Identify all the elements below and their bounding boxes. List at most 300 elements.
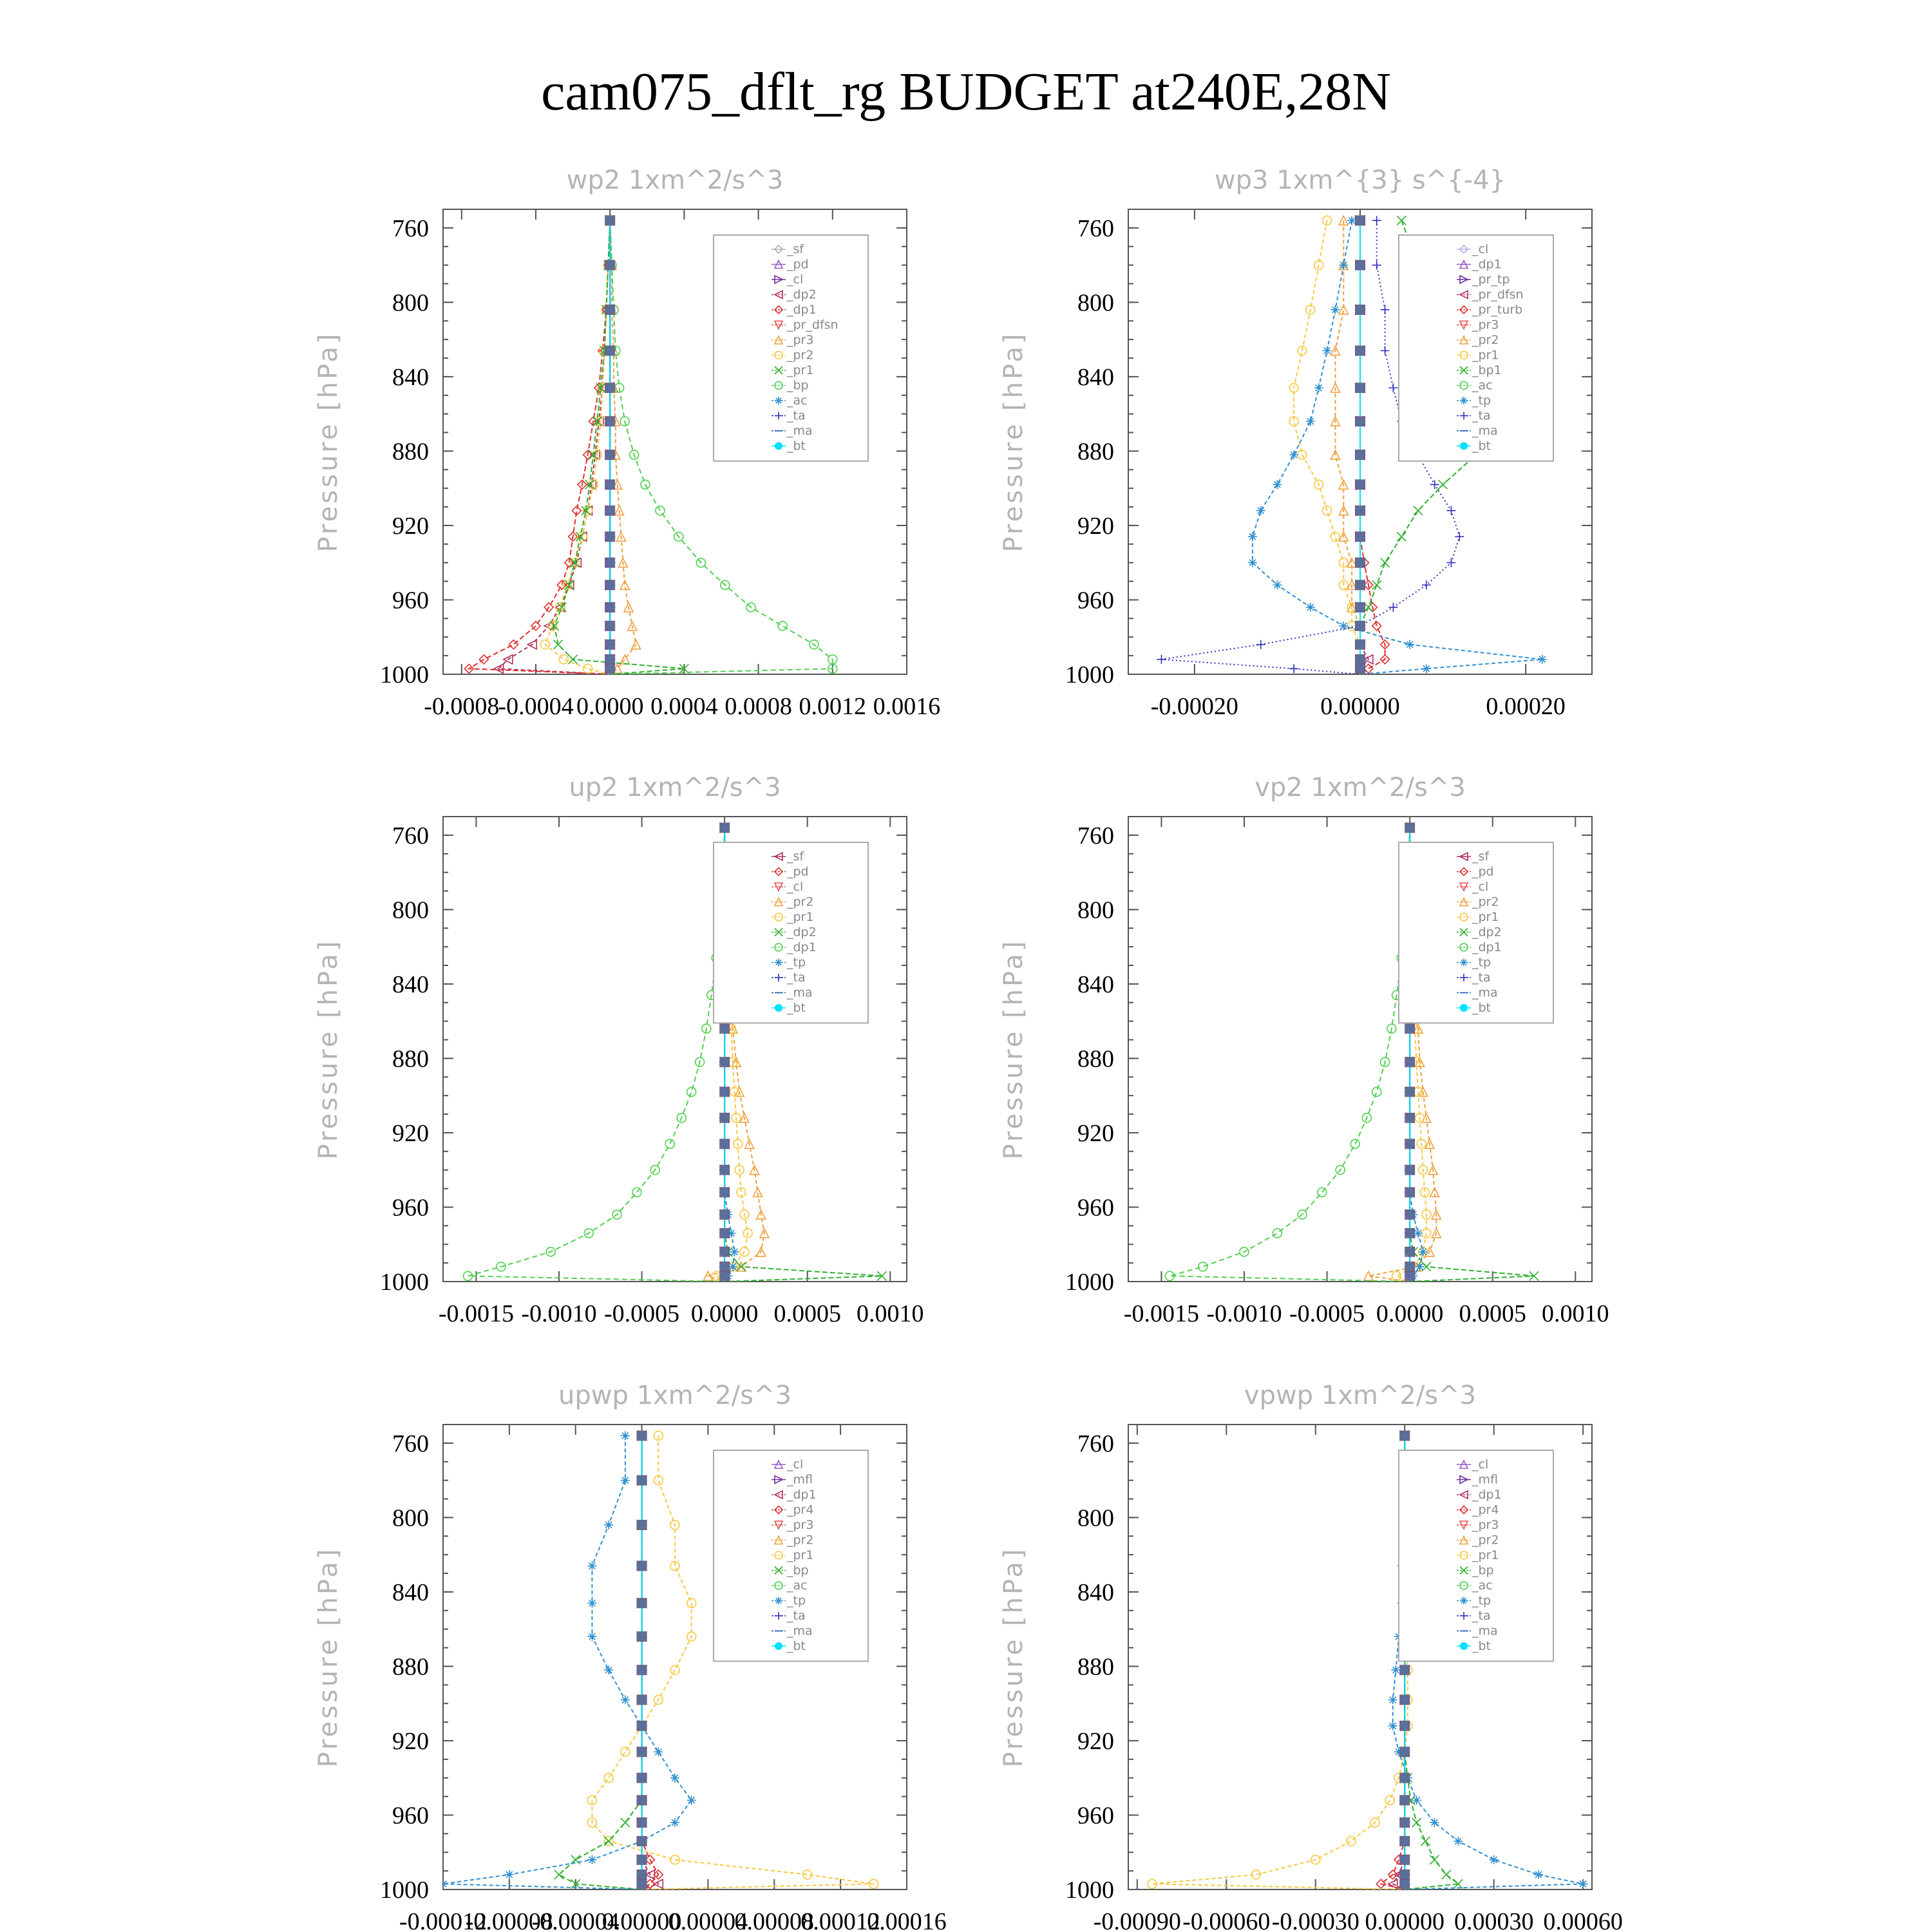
- data-point: [1339, 261, 1348, 270]
- stacked-marker: [719, 1023, 730, 1034]
- legend-label: _ma: [787, 424, 813, 438]
- chart-panel-6: [999, 1381, 1623, 1932]
- data-point: [1323, 346, 1332, 355]
- data-point: [670, 1818, 679, 1827]
- y-tick-label: 840: [1077, 1578, 1114, 1606]
- stacked-marker: [605, 531, 615, 542]
- stacked-marker: [605, 383, 615, 393]
- stacked-marker: [1355, 663, 1365, 674]
- stacked-marker: [1399, 1747, 1410, 1757]
- data-point: [1381, 305, 1390, 314]
- legend-label: _ma: [1472, 985, 1498, 1000]
- stacked-marker: [1355, 580, 1365, 590]
- legend-marker: [1460, 442, 1468, 450]
- data-point: [1198, 1262, 1208, 1271]
- legend-label: _pr2: [787, 895, 814, 909]
- x-tick-label: -0.00090: [1093, 1908, 1181, 1932]
- data-point: [621, 1818, 630, 1827]
- x-tick-label: 0.0005: [1459, 1300, 1526, 1327]
- legend-marker: [775, 1597, 782, 1605]
- panel-title: vp2 1xm^2/s^3: [1255, 773, 1466, 802]
- legend-label: _dp2: [1472, 925, 1502, 940]
- x-tick-label: 0.0000: [690, 1300, 759, 1327]
- data-point: [1372, 1087, 1381, 1096]
- legend-label: _pr4: [1472, 1502, 1499, 1517]
- stacked-marker: [1399, 1855, 1410, 1865]
- y-tick-label: 760: [1077, 1430, 1114, 1457]
- y-axis-label: Pressure [hPa]: [314, 331, 343, 553]
- legend-label: _cl: [1472, 1457, 1489, 1472]
- data-point: [621, 1747, 630, 1756]
- x-tick-label: 0.00004: [668, 1908, 748, 1932]
- data-point: [604, 1837, 613, 1846]
- legend-label: _sf: [1472, 849, 1490, 864]
- data-point: [1412, 1818, 1421, 1827]
- y-tick-label: 920: [1077, 1119, 1114, 1147]
- x-tick-label: -0.00020: [1150, 693, 1238, 720]
- x-tick-label: 0.0004: [650, 693, 718, 720]
- y-tick-label: 760: [392, 214, 429, 242]
- legend-label: _pr_dfsn: [1472, 287, 1524, 302]
- stacked-marker: [1399, 1795, 1410, 1805]
- x-tick-label: -0.0010: [521, 1300, 597, 1327]
- legend-label: _pr_tp: [1472, 272, 1510, 287]
- y-tick-label: 880: [392, 1653, 429, 1681]
- stacked-marker: [1405, 1187, 1415, 1197]
- x-tick-label: -0.00004: [531, 1908, 620, 1932]
- data-point: [1490, 1855, 1499, 1864]
- legend-marker: [1460, 397, 1468, 404]
- stacked-marker: [1355, 654, 1365, 665]
- stacked-marker: [1355, 531, 1365, 542]
- data-point: [1391, 1665, 1400, 1674]
- data-point: [439, 1879, 448, 1888]
- x-tick-label: 0.0016: [873, 693, 941, 720]
- stacked-marker: [605, 663, 615, 674]
- stacked-marker: [719, 1271, 730, 1281]
- data-point: [621, 1695, 630, 1704]
- series-line-tp: [443, 1435, 692, 1889]
- legend-label: _cl: [1472, 880, 1489, 894]
- y-tick-label: 760: [392, 822, 429, 849]
- legend-label: _sf: [787, 849, 804, 864]
- legend-label: _ma: [1472, 424, 1498, 438]
- stacked-marker: [1355, 479, 1365, 489]
- stacked-marker: [605, 215, 615, 225]
- legend-label: _ac: [787, 393, 808, 408]
- stacked-marker: [1405, 1023, 1415, 1034]
- stacked-marker: [1405, 822, 1415, 833]
- series-line-dp1: [469, 220, 610, 674]
- stacked-marker: [637, 1773, 647, 1783]
- legend-label: _pr2: [1472, 333, 1499, 347]
- y-tick-label: 840: [1077, 971, 1114, 998]
- data-point: [1405, 640, 1414, 649]
- x-tick-label: -0.0004: [498, 693, 574, 720]
- data-point: [1331, 532, 1340, 541]
- y-tick-label: 760: [1077, 214, 1114, 242]
- data-point: [670, 1665, 679, 1674]
- legend-label: _ta: [1472, 408, 1491, 423]
- legend-label: _pr2: [787, 1533, 814, 1548]
- legend-label: _cl: [787, 1457, 804, 1472]
- data-point: [1416, 1262, 1425, 1271]
- panels: [314, 166, 1623, 1932]
- legend-label: _ac: [1472, 378, 1493, 393]
- stacked-marker: [637, 1560, 647, 1571]
- stacked-marker: [605, 558, 615, 568]
- y-tick-label: 920: [392, 1727, 429, 1755]
- legend-label: _pr_dfsn: [787, 317, 838, 332]
- legend-label: _dp1: [787, 1488, 817, 1502]
- legend-label: _dp2: [787, 287, 817, 302]
- legend-marker: [775, 959, 782, 967]
- legend-label: _pd: [787, 864, 809, 879]
- x-tick-label: 0.0008: [724, 693, 792, 720]
- data-point: [1412, 1795, 1421, 1804]
- x-tick-label: -0.00030: [1271, 1908, 1359, 1932]
- x-tick-label: 0.00020: [1486, 693, 1566, 720]
- stacked-marker: [719, 1113, 730, 1123]
- legend-marker: [1460, 1597, 1468, 1605]
- legend-label: _cl: [1472, 242, 1489, 256]
- legend-label: _pr2: [1472, 895, 1499, 909]
- legend-label: _ac: [1472, 1578, 1493, 1593]
- panel-title: upwp 1xm^2/s^3: [558, 1381, 791, 1410]
- legend-label: _dp2: [787, 925, 817, 940]
- legend: [1399, 842, 1553, 1023]
- data-point: [1578, 1879, 1587, 1888]
- y-tick-label: 920: [1077, 512, 1114, 540]
- legend-label: _ta: [1472, 971, 1491, 985]
- stacked-marker: [719, 1209, 730, 1220]
- data-point: [1397, 216, 1406, 225]
- y-tick-label: 920: [392, 1119, 429, 1147]
- stacked-marker: [1399, 1773, 1410, 1783]
- legend-label: _pr3: [1472, 317, 1499, 332]
- stacked-marker: [637, 1631, 647, 1642]
- legend-label: _dp1: [1472, 940, 1502, 954]
- data-point: [1455, 532, 1464, 541]
- chart-panel-1: [314, 166, 940, 720]
- stacked-marker: [637, 1855, 647, 1865]
- y-tick-label: 880: [1077, 1045, 1114, 1073]
- stacked-marker: [1355, 383, 1365, 393]
- series-line-pr1: [1152, 1435, 1408, 1889]
- data-point: [737, 1262, 746, 1271]
- legend-label: _ta: [1472, 1609, 1491, 1623]
- stacked-marker: [1399, 1430, 1410, 1441]
- chart-panel-3: [314, 773, 924, 1327]
- legend-label: _pr2: [1472, 1533, 1499, 1548]
- stacked-marker: [1355, 215, 1365, 225]
- x-tick-label: 0.00012: [800, 1908, 880, 1932]
- series-line-dp1: [1170, 828, 1410, 1282]
- series-line-pr2: [545, 220, 610, 674]
- stacked-marker: [1399, 1665, 1410, 1675]
- y-tick-label: 1000: [1065, 1269, 1114, 1296]
- data-point: [1289, 664, 1298, 673]
- data-point: [1372, 216, 1381, 225]
- legend: [714, 235, 868, 461]
- data-point: [1388, 1695, 1397, 1704]
- stacked-marker: [1355, 602, 1365, 612]
- stacked-marker: [719, 1187, 730, 1197]
- stacked-marker: [1399, 1694, 1410, 1705]
- data-point: [587, 1855, 596, 1864]
- stacked-marker: [719, 1057, 730, 1067]
- stacked-marker: [637, 1795, 647, 1805]
- stacked-marker: [637, 1817, 647, 1828]
- y-axis-label: Pressure [hPa]: [999, 938, 1028, 1160]
- stacked-marker: [719, 1247, 730, 1257]
- stacked-marker: [1355, 506, 1365, 516]
- data-point: [1248, 532, 1257, 541]
- legend-label: _bp: [787, 1563, 809, 1578]
- legend-label: _pr1: [1472, 1548, 1499, 1562]
- data-point: [1306, 417, 1315, 426]
- stacked-marker: [1399, 1836, 1410, 1846]
- y-tick-label: 840: [392, 1578, 429, 1606]
- data-point: [1422, 580, 1431, 589]
- data-point: [1419, 1247, 1428, 1256]
- legend-label: _pr2: [787, 348, 814, 363]
- figure-title: cam075_dflt_rg BUDGET at240E,28N: [541, 62, 1391, 122]
- data-point: [505, 1870, 514, 1879]
- stacked-marker: [1399, 1879, 1410, 1889]
- y-axis-label: Pressure [hPa]: [999, 1546, 1028, 1768]
- legend-label: _dp1: [1472, 257, 1502, 272]
- stacked-marker: [605, 416, 615, 426]
- stacked-marker: [1355, 639, 1365, 650]
- stacked-marker: [605, 345, 615, 355]
- legend-label: _ac: [787, 1578, 808, 1593]
- data-point: [1430, 1818, 1439, 1827]
- legend: [1399, 235, 1553, 461]
- stacked-marker: [605, 639, 615, 650]
- legend-label: _bt: [787, 1639, 806, 1653]
- legend-label: _pr1: [1472, 910, 1499, 924]
- stacked-marker: [605, 602, 615, 612]
- stacked-marker: [719, 1262, 730, 1272]
- stacked-marker: [1405, 1271, 1415, 1281]
- data-point: [1372, 261, 1381, 270]
- data-point: [730, 1247, 739, 1256]
- data-point: [1430, 480, 1439, 489]
- stacked-marker: [719, 1086, 730, 1097]
- data-point: [1534, 1870, 1543, 1879]
- stacked-marker: [605, 450, 615, 460]
- data-point: [687, 1087, 696, 1096]
- y-tick-label: 840: [1077, 363, 1114, 391]
- y-tick-label: 1000: [1065, 1877, 1114, 1904]
- x-tick-label: 0.00030: [1454, 1908, 1534, 1932]
- y-tick-label: 960: [1077, 1802, 1114, 1830]
- data-point: [1439, 480, 1448, 489]
- legend-label: _ma: [787, 985, 813, 1000]
- data-point: [587, 1632, 596, 1641]
- y-tick-label: 800: [392, 289, 429, 317]
- data-point: [1388, 383, 1397, 392]
- data-point: [778, 621, 787, 630]
- y-axis-label: Pressure [hPa]: [314, 1546, 343, 1768]
- data-point: [1273, 480, 1282, 489]
- data-point: [1454, 1837, 1463, 1846]
- y-tick-label: 920: [1077, 1727, 1114, 1755]
- y-tick-label: 960: [1077, 587, 1114, 614]
- y-tick-label: 880: [392, 1045, 429, 1073]
- y-tick-label: 960: [1077, 1194, 1114, 1222]
- legend-label: _pr1: [787, 1548, 814, 1562]
- y-tick-label: 800: [1077, 1504, 1114, 1532]
- legend-label: _tp: [1472, 955, 1492, 970]
- x-tick-label: 0.0000: [576, 693, 644, 720]
- stacked-marker: [637, 1520, 647, 1530]
- stacked-marker: [1399, 1721, 1410, 1731]
- stacked-marker: [1405, 1139, 1415, 1149]
- y-tick-label: 760: [392, 1430, 429, 1457]
- legend-label: _pr3: [787, 1518, 814, 1532]
- legend-label: _bp: [1472, 1563, 1494, 1578]
- legend: [1399, 1450, 1553, 1662]
- x-tick-label: 0.00060: [1543, 1908, 1623, 1932]
- data-point: [1538, 655, 1547, 664]
- y-tick-label: 960: [392, 1802, 429, 1830]
- data-point: [587, 1598, 596, 1607]
- data-point: [1306, 603, 1315, 612]
- data-point: [1157, 655, 1166, 664]
- legend-label: _dp1: [1472, 1488, 1502, 1502]
- stacked-marker: [605, 479, 615, 489]
- stacked-marker: [637, 1879, 647, 1889]
- y-tick-label: 840: [392, 363, 429, 391]
- legend-label: _mfl: [1472, 1472, 1498, 1487]
- y-axis-label: Pressure [hPa]: [314, 938, 343, 1160]
- data-point: [1397, 532, 1406, 541]
- legend-label: _tp: [1472, 1593, 1492, 1608]
- legend: [714, 1450, 868, 1662]
- stacked-marker: [637, 1836, 647, 1846]
- stacked-marker: [719, 1165, 730, 1175]
- legend-label: _ta: [787, 971, 806, 985]
- legend-label: _pr3: [1472, 1518, 1499, 1532]
- y-tick-label: 880: [1077, 438, 1114, 466]
- legend-label: _bp1: [1472, 363, 1502, 377]
- data-point: [1256, 506, 1265, 515]
- data-point: [620, 655, 629, 664]
- data-point: [583, 664, 592, 673]
- y-tick-label: 960: [392, 587, 429, 614]
- data-point: [1422, 664, 1431, 673]
- x-tick-label: -0.0005: [1289, 1300, 1365, 1327]
- x-tick-label: 0.0005: [773, 1300, 841, 1327]
- chart-panel-4: [999, 773, 1609, 1327]
- legend-label: _cl: [787, 272, 804, 287]
- data-point: [654, 1747, 663, 1756]
- chart-panel-5: [314, 1381, 947, 1932]
- stacked-marker: [1405, 1247, 1415, 1257]
- stacked-marker: [1399, 1817, 1410, 1828]
- legend-marker: [775, 397, 782, 404]
- data-point: [1289, 450, 1298, 459]
- stacked-marker: [1355, 305, 1365, 315]
- x-tick-label: 0.0010: [857, 1300, 924, 1327]
- series-line-bp: [559, 1435, 642, 1889]
- x-tick-label: -0.00012: [399, 1908, 488, 1932]
- stacked-marker: [1355, 260, 1365, 270]
- legend-label: _dp1: [787, 940, 817, 954]
- data-point: [604, 1774, 613, 1783]
- data-point: [1347, 1837, 1356, 1846]
- stacked-marker: [605, 305, 615, 315]
- x-tick-label: 0.0012: [799, 693, 867, 720]
- data-point: [1430, 1855, 1439, 1864]
- y-tick-label: 800: [392, 896, 429, 924]
- legend-label: _bt: [787, 439, 806, 453]
- legend-label: _tp: [787, 955, 806, 970]
- stacked-marker: [637, 1870, 647, 1880]
- panel-title: vpwp 1xm^2/s^3: [1244, 1381, 1477, 1410]
- legend-label: _pd: [787, 257, 809, 272]
- legend-marker: [1460, 1004, 1468, 1012]
- stacked-marker: [637, 1747, 647, 1757]
- legend-label: _tp: [787, 1593, 806, 1608]
- stacked-marker: [1355, 621, 1365, 631]
- data-point: [1248, 558, 1257, 567]
- stacked-marker: [1355, 416, 1365, 426]
- data-point: [1314, 383, 1323, 392]
- series-line-pr1: [554, 220, 685, 674]
- legend-label: _bt: [1472, 1639, 1492, 1653]
- x-tick-label: -0.0010: [1206, 1300, 1282, 1327]
- legend: [714, 842, 868, 1023]
- x-tick-label: -0.00060: [1182, 1908, 1271, 1932]
- data-point: [1421, 1837, 1430, 1846]
- series-line-dp2: [498, 220, 610, 674]
- data-point: [632, 1188, 641, 1197]
- x-tick-label: -0.0005: [603, 1300, 680, 1327]
- data-point: [1442, 1870, 1451, 1879]
- stacked-marker: [1405, 1113, 1415, 1123]
- stacked-marker: [637, 1475, 647, 1486]
- y-tick-label: 1000: [1065, 661, 1114, 688]
- y-tick-label: 960: [392, 1194, 429, 1222]
- legend-label: _ta: [787, 408, 806, 423]
- y-tick-label: 800: [1077, 289, 1114, 317]
- stacked-marker: [605, 260, 615, 270]
- stacked-marker: [605, 654, 615, 665]
- legend-label: _bp: [787, 378, 809, 393]
- chart-panel-2: [999, 166, 1592, 720]
- legend-label: _ma: [1472, 1624, 1498, 1638]
- legend-label: _dp1: [787, 303, 817, 317]
- legend-label: _mfl: [787, 1472, 813, 1487]
- stacked-marker: [1399, 1870, 1410, 1880]
- x-tick-label: 0.00000: [1320, 693, 1400, 720]
- legend-label: _tp: [1472, 393, 1492, 408]
- legend-marker: [775, 1004, 782, 1012]
- panel-title: up2 1xm^2/s^3: [569, 773, 781, 802]
- legend-label: _bt: [1472, 439, 1492, 453]
- y-tick-label: 800: [392, 1504, 429, 1532]
- legend-label: _ta: [787, 1609, 806, 1623]
- data-point: [604, 1665, 613, 1674]
- data-point: [1388, 1721, 1397, 1730]
- series-line-dp1: [468, 828, 725, 1282]
- stacked-marker: [637, 1721, 647, 1731]
- y-tick-label: 880: [1077, 1653, 1114, 1681]
- data-point: [1372, 621, 1381, 630]
